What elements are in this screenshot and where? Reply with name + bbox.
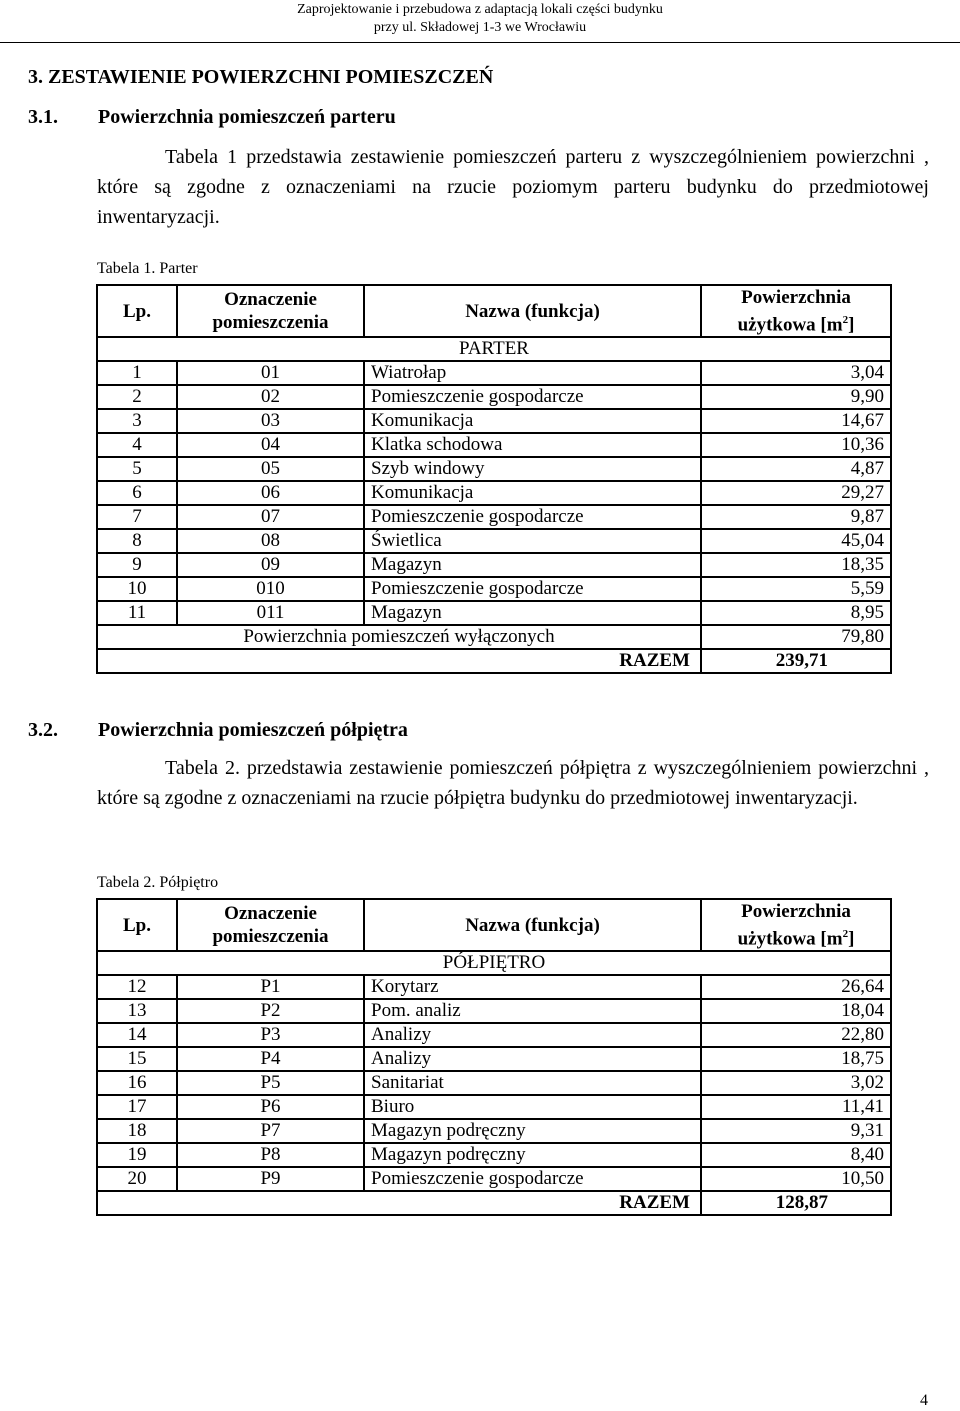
cell-room-code: 06 [177,481,364,505]
table-row [97,577,891,601]
excluded-area-value: 79,80 [701,625,891,649]
cell-room-area: 5,59 [701,577,891,601]
total-blank-cell [97,649,364,673]
cell-room-area: 22,80 [701,1023,891,1047]
cell-room-code: 04 [177,433,364,457]
cell-room-area: 8,95 [701,601,891,625]
table-row [97,529,891,553]
table-row [97,361,891,385]
cell-room-code: 01 [177,361,364,385]
cell-room-code: 03 [177,409,364,433]
table-header-row [97,899,891,951]
cell-lp: 5 [97,457,177,481]
col-header-lp: Lp. [97,285,177,337]
cell-room-area: 18,35 [701,553,891,577]
cell-lp: 7 [97,505,177,529]
page-number: 4 [920,1392,928,1409]
cell-room-name: Klatka schodowa [364,433,701,457]
table-row [97,1167,891,1191]
cell-room-name: Magazyn podręczny [364,1119,701,1143]
cell-room-code: P2 [177,999,364,1023]
cell-room-area: 3,02 [701,1071,891,1095]
table-row [97,409,891,433]
cell-lp: 12 [97,975,177,999]
cell-room-area: 45,04 [701,529,891,553]
cell-room-code: P8 [177,1143,364,1167]
cell-room-area: 10,36 [701,433,891,457]
cell-lp: 15 [97,1047,177,1071]
cell-room-code: 09 [177,553,364,577]
cell-room-code: 08 [177,529,364,553]
col-header-name: Nazwa (funkcja) [364,899,701,951]
cell-lp: 10 [97,577,177,601]
excluded-area-label: Powierzchnia pomieszczeń wyłączonych [97,625,701,649]
cell-room-name: Pomieszczenie gospodarcze [364,385,701,409]
table-row [97,433,891,457]
table-row [97,481,891,505]
cell-room-name: Szyb windowy [364,457,701,481]
cell-lp: 1 [97,361,177,385]
cell-lp: 8 [97,529,177,553]
table-row [97,975,891,999]
cell-room-code: P7 [177,1119,364,1143]
cell-room-area: 18,75 [701,1047,891,1071]
table-row [97,601,891,625]
cell-room-name: Biuro [364,1095,701,1119]
cell-room-area: 9,31 [701,1119,891,1143]
total-value: 128,87 [701,1191,891,1215]
col-header-area: Powierzchnia użytkowa $[m^2]$ [701,285,891,337]
cell-room-name: Magazyn [364,553,701,577]
table-row [97,1095,891,1119]
cell-room-area: 3,04 [701,361,891,385]
cell-room-code: 011 [177,601,364,625]
cell-lp: 16 [97,1071,177,1095]
cell-room-code: 07 [177,505,364,529]
section-title: Powierzchnia pomieszczeń parteru [98,106,396,128]
table-row [97,1047,891,1071]
cell-room-area: 18,04 [701,999,891,1023]
table-row [97,505,891,529]
col-header-name: Nazwa (funkcja) [364,285,701,337]
total-row [97,1191,891,1215]
total-row [97,649,891,673]
group-row [97,951,891,975]
total-label: RAZEM [364,649,701,673]
cell-lp: 13 [97,999,177,1023]
cell-room-area: 11,41 [701,1095,891,1119]
cell-room-name: Wiatrołap [364,361,701,385]
cell-room-area: 9,90 [701,385,891,409]
cell-room-area: 26,64 [701,975,891,999]
cell-lp: 11 [97,601,177,625]
cell-lp: 20 [97,1167,177,1191]
cell-room-name: Korytarz [364,975,701,999]
total-value: 239,71 [701,649,891,673]
cell-room-name: Pomieszczenie gospodarcze [364,1167,701,1191]
rooms-table-mezzanine [96,898,892,1216]
table-row [97,457,891,481]
table-row [97,1119,891,1143]
group-label: PÓŁPIĘTRO [97,951,891,975]
cell-room-name: Magazyn podręczny [364,1143,701,1167]
cell-room-code: P1 [177,975,364,999]
header-line-2: przy ul. Składowej 1-3 we Wrocławiu [373,20,587,35]
table-row [97,1023,891,1047]
cell-room-code: 05 [177,457,364,481]
cell-room-code: 010 [177,577,364,601]
group-row [97,337,891,361]
cell-room-name: Analizy [364,1023,701,1047]
col-header-lp: Lp. [97,899,177,951]
group-label: PARTER [97,337,891,361]
table-row [97,1143,891,1167]
chapter-title: 3. ZESTAWIENIE POWIERZCHNI POMIESZCZEŃ [28,66,494,88]
col-header-code: Oznaczenie pomieszczenia [177,899,364,951]
cell-room-name: Komunikacja [364,481,701,505]
cell-room-code: P5 [177,1071,364,1095]
cell-lp: 4 [97,433,177,457]
page-header [0,0,960,43]
total-label: RAZEM [364,1191,701,1215]
cell-lp: 2 [97,385,177,409]
rooms-table-ground-floor [96,284,892,674]
cell-room-name: Sanitariat [364,1071,701,1095]
section-heading-2 [28,719,408,742]
cell-room-name: Magazyn [364,601,701,625]
table-row [97,385,891,409]
cell-lp: 9 [97,553,177,577]
section-paragraph-1: Tabela 1 przedstawia zestawienie pomieszczeń parteru z wyszczególnieniem powierzchni , które są zgodne z oznaczeniami na rzucie poziomym parteru budynku do przedmiotowej inwentaryzacji. [97,146,929,228]
section-paragraph-2: Tabela 2. przedstawia zestawienie pomieszczeń półpiętra z wyszczególnieniem powierzchni , które są zgodne z oznaczeniami na rzucie półpiętra budynku do przedmiotowej inwentaryzacji. [97,757,929,809]
cell-room-area: 4,87 [701,457,891,481]
section-title: Powierzchnia pomieszczeń półpiętra [98,719,408,741]
cell-room-area: 8,40 [701,1143,891,1167]
excluded-area-row [97,625,891,649]
cell-lp: 18 [97,1119,177,1143]
table-row [97,553,891,577]
col-header-code: Oznaczenie pomieszczenia [177,285,364,337]
cell-room-name: Pom. analiz [364,999,701,1023]
cell-room-name: Pomieszczenie gospodarcze [364,505,701,529]
cell-lp: 19 [97,1143,177,1167]
cell-lp: 14 [97,1023,177,1047]
cell-room-code: P6 [177,1095,364,1119]
cell-room-name: Pomieszczenie gospodarcze [364,577,701,601]
cell-lp: 17 [97,1095,177,1119]
cell-room-area: 10,50 [701,1167,891,1191]
header-line-1: Zaprojektowanie i przebudowa z adaptacją lokali części budynku [297,2,663,17]
table-header-row [97,285,891,337]
total-blank-cell [97,1191,364,1215]
section-number: 3.1. [28,106,58,128]
table-caption-1: Tabela 1. Parter [97,260,198,277]
cell-room-name: Komunikacja [364,409,701,433]
cell-lp: 3 [97,409,177,433]
table-row [97,999,891,1023]
section-number: 3.2. [28,719,58,741]
cell-room-area: 29,27 [701,481,891,505]
col-header-area: Powierzchnia użytkowa $[m^2]$ [701,899,891,951]
table-row [97,1071,891,1095]
cell-room-code: P9 [177,1167,364,1191]
cell-room-code: P4 [177,1047,364,1071]
cell-room-area: 9,87 [701,505,891,529]
cell-room-name: Świetlica [364,529,701,553]
cell-lp: 6 [97,481,177,505]
table-caption-2: Tabela 2. Półpiętro [97,874,219,891]
section-heading-1 [28,106,396,129]
cell-room-code: 02 [177,385,364,409]
cell-room-code: P3 [177,1023,364,1047]
cell-room-area: 14,67 [701,409,891,433]
cell-room-name: Analizy [364,1047,701,1071]
